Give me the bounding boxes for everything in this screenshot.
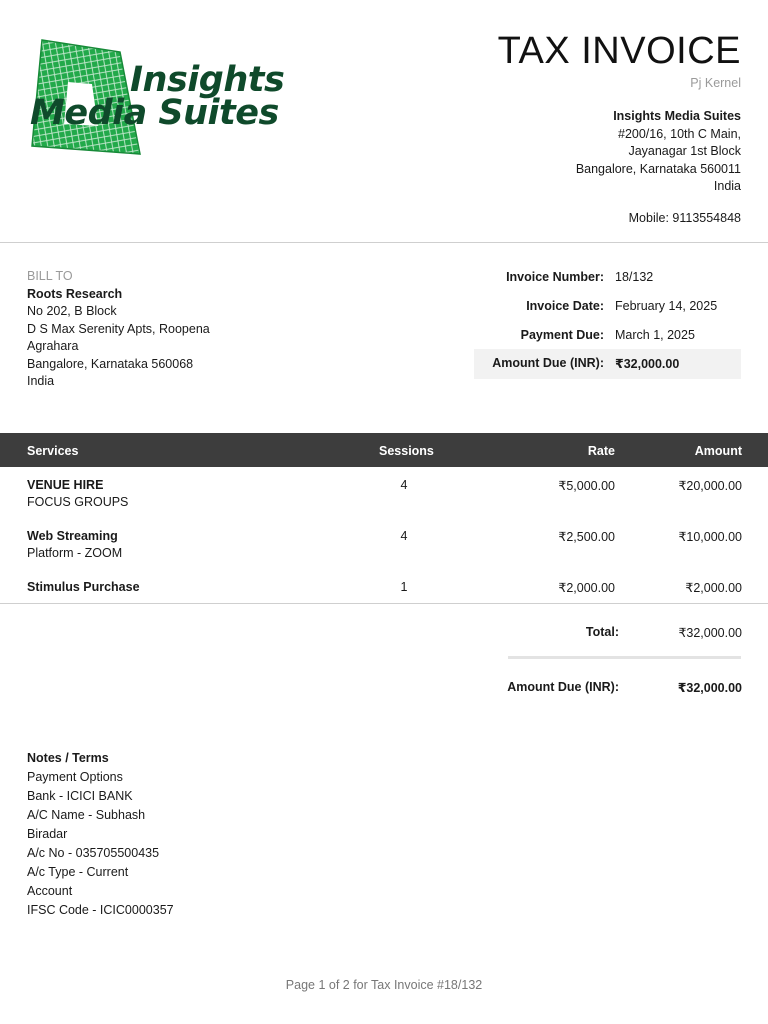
service-amount: ₹20,000.00: [678, 479, 742, 493]
payment-due-row: [474, 321, 741, 351]
service-sessions: 1: [400, 580, 408, 594]
notes-line: A/C Name - Subhash: [27, 808, 146, 822]
company-name: Insights Media Suites: [613, 109, 741, 123]
payment-due-label: Payment Due:: [520, 328, 604, 342]
client-address-line: D S Max Serenity Apts, Roopena Agrahara: [27, 321, 210, 353]
service-amount: ₹2,000.00: [685, 581, 742, 595]
bill-to-label: BILL TO: [27, 269, 73, 283]
payment-due-value: March 1, 2025: [615, 328, 695, 342]
amount-due-value: ₹32,000.00: [615, 357, 680, 371]
invoice-number-row: [474, 263, 741, 293]
client-address-line: No 202, B Block: [27, 304, 117, 318]
amount-due-label: Amount Due (INR):: [492, 356, 604, 370]
invoice-date-value: February 14, 2025: [615, 299, 718, 313]
totals-divider: [508, 656, 741, 659]
header-services: Services: [27, 444, 79, 458]
amount-due-total-value: ₹32,000.00: [677, 681, 742, 695]
page-footer: Page 1 of 2 for Tax Invoice #18/132: [285, 978, 483, 992]
company-address-line: #200/16, 10th C Main,: [618, 126, 741, 141]
company-mobile: Mobile: 9113554848: [628, 211, 741, 225]
service-amount: ₹10,000.00: [678, 530, 742, 544]
service-rate: ₹5,000.00: [558, 479, 615, 493]
notes-line: Biradar: [27, 827, 68, 841]
logo-line-2: Media Suites: [30, 93, 279, 133]
items-table-header: [0, 433, 768, 467]
service-sessions: 4: [400, 529, 408, 543]
invoice-date-row: [474, 292, 741, 322]
amount-due-total-label: Amount Due (INR):: [507, 680, 619, 694]
notes-line: Account: [27, 884, 73, 898]
notes-terms-block: [27, 749, 174, 920]
company-address-line: India: [713, 179, 741, 193]
notes-line: A/c No - 035705500435: [27, 846, 160, 860]
company-logo: [28, 34, 285, 158]
client-name: Roots Research: [27, 286, 123, 301]
service-rate: ₹2,500.00: [558, 530, 615, 544]
total-label: Total:: [585, 625, 619, 639]
service-detail: FOCUS GROUPS: [27, 495, 129, 509]
company-address-line: Bangalore, Karnataka 560011: [575, 161, 741, 176]
logo-line-1: Insights: [130, 60, 285, 100]
amount-due-row: [474, 349, 741, 379]
client-address-line: India: [27, 374, 55, 388]
company-address-block: [576, 108, 741, 196]
invoice-number-value: 18/132: [615, 270, 654, 284]
service-rate: ₹2,000.00: [558, 581, 615, 595]
service-name: VENUE HIRE: [27, 478, 104, 492]
notes-line: IFSC Code - ICIC0000357: [27, 903, 174, 917]
total-value: ₹32,000.00: [678, 626, 742, 640]
document-title: TAX INVOICE: [497, 30, 741, 72]
invoice-date-label: Invoice Date:: [526, 299, 604, 313]
service-name: Stimulus Purchase: [27, 580, 140, 594]
bill-to-block: [27, 268, 237, 391]
notes-line: Payment Options: [27, 770, 123, 784]
header-rate: Rate: [587, 444, 615, 458]
service-detail: Platform - ZOOM: [27, 546, 123, 560]
notes-heading: Notes / Terms: [27, 751, 109, 765]
service-name: Web Streaming: [27, 529, 118, 543]
client-address-line: Bangalore, Karnataka 560068: [27, 356, 194, 371]
table-bottom-divider: [0, 603, 768, 604]
invoice-number-label: Invoice Number:: [506, 270, 604, 284]
header-divider: [0, 242, 768, 243]
service-sessions: 4: [400, 478, 408, 492]
header-sessions: Sessions: [379, 444, 434, 458]
notes-line: Bank - ICICI BANK: [27, 789, 133, 803]
company-address-line: Jayanagar 1st Block: [628, 144, 741, 158]
header-amount: Amount: [694, 444, 742, 458]
notes-line: A/c Type - Current: [27, 865, 129, 879]
document-subtitle: Pj Kernel: [690, 76, 741, 90]
